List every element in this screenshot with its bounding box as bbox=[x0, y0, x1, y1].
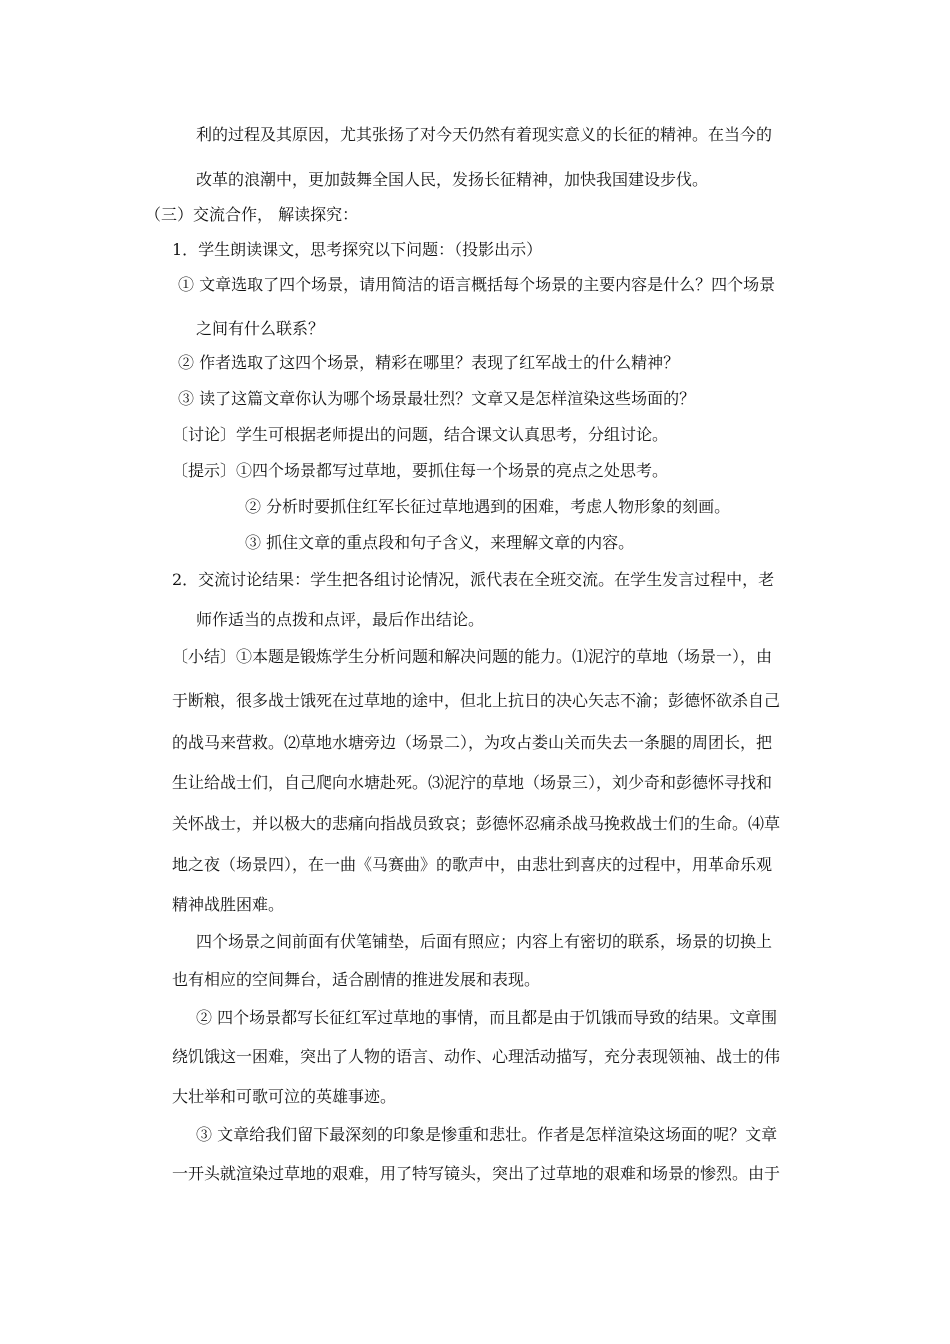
text-line: ① 文章选取了四个场景，请用简洁的语言概括每个场景的主要内容是什么？四个场景 bbox=[178, 275, 776, 294]
text-line: 精神战胜困难。 bbox=[172, 895, 285, 914]
text-line: 四个场景之间前面有伏笔铺垫，后面有照应；内容上有密切的联系，场景的切换上 bbox=[196, 932, 773, 951]
text-line: 生让给战士们，自己爬向水塘赴死。⑶泥泞的草地（场景三），刘少奇和彭德怀寻找和 bbox=[172, 773, 773, 792]
text-line: 改革的浪潮中，更加鼓舞全国人民，发扬长征精神，加快我国建设步伐。 bbox=[196, 170, 709, 189]
text-line: 〔小结〕①本题是锻炼学生分析问题和解决问题的能力。⑴泥泞的草地（场景一），由 bbox=[172, 647, 773, 666]
text-line: 大壮举和可歌可泣的英雄事迹。 bbox=[172, 1087, 397, 1106]
text-line: ② 分析时要抓住红军长征过草地遇到的困难，考虑人物形象的刻画。 bbox=[245, 497, 731, 516]
text-line: 1．学生朗读课文，思考探究以下问题：（投影出示） bbox=[172, 240, 543, 259]
text-line: 关怀战士，并以极大的悲痛向指战员致哀；彭德怀忍痛杀战马挽救战士们的生命。⑷草 bbox=[172, 814, 781, 833]
text-line: 地之夜（场景四），在一曲《马赛曲》的歌声中，由悲壮到喜庆的过程中，用革命乐观 bbox=[172, 855, 773, 874]
text-line: 2．交流讨论结果：学生把各组讨论情况，派代表在全班交流。在学生发言过程中，老 bbox=[172, 570, 775, 589]
text-line: 绕饥饿这一困难，突出了人物的语言、动作、心理活动描写，充分表现领袖、战士的伟 bbox=[172, 1047, 781, 1066]
text-line: ② 作者选取了这四个场景，精彩在哪里？表现了红军战士的什么精神？ bbox=[178, 353, 680, 372]
text-line: 〔提示〕①四个场景都写过草地，要抓住每一个场景的亮点之处思考。 bbox=[172, 461, 669, 480]
section-heading: （三）交流合作， 解读探究： bbox=[145, 205, 359, 224]
text-line: ③ 文章给我们留下最深刻的印象是惨重和悲壮。作者是怎样渲染这场面的呢？文章 bbox=[196, 1125, 778, 1144]
text-line: 也有相应的空间舞台，适合剧情的推进发展和表现。 bbox=[172, 970, 541, 989]
text-line: 一开头就渲染过草地的艰难，用了特写镜头，突出了过草地的艰难和场景的惨烈。由于 bbox=[172, 1164, 781, 1183]
text-line: 的战马来营救。⑵草地水塘旁边（场景二），为攻占娄山关而失去一条腿的周团长，把 bbox=[172, 733, 773, 752]
text-line: ② 四个场景都写长征红军过草地的事情，而且都是由于饥饿而导致的结果。文章围 bbox=[196, 1008, 778, 1027]
text-line: ③ 抓住文章的重点段和句子含义，来理解文章的内容。 bbox=[245, 533, 635, 552]
text-line: 之间有什么联系？ bbox=[196, 319, 325, 338]
text-line: 于断粮，很多战士饿死在过草地的途中，但北上抗日的决心矢志不渝；彭德怀欲杀自己 bbox=[172, 691, 781, 710]
text-line: 〔讨论〕学生可根据老师提出的问题，结合课文认真思考，分组讨论。 bbox=[172, 425, 669, 444]
text-line: ③ 读了这篇文章你认为哪个场景最壮烈？文章又是怎样渲染这些场面的？ bbox=[178, 389, 696, 408]
text-line: 利的过程及其原因，尤其张扬了对今天仍然有着现实意义的长征的精神。在当今的 bbox=[196, 125, 773, 144]
text-line: 师作适当的点拨和点评，最后作出结论。 bbox=[196, 610, 485, 629]
